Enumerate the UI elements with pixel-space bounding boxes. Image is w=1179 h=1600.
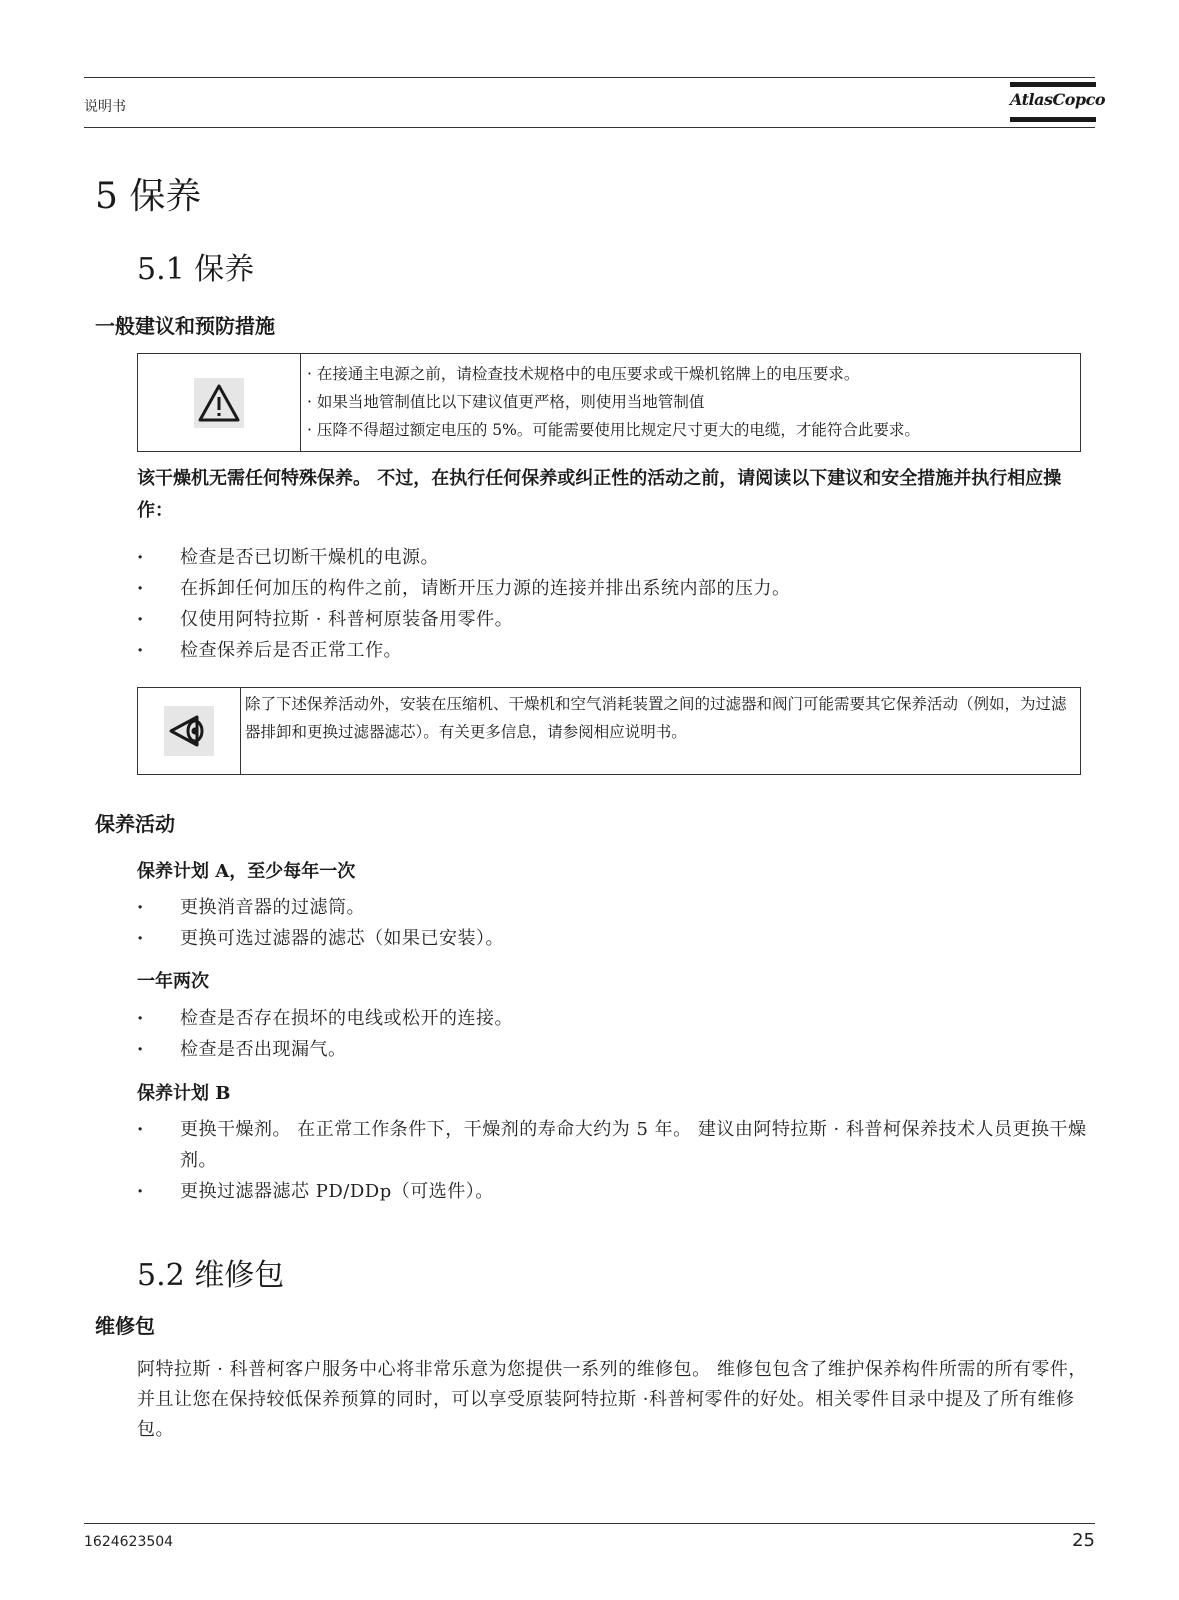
- subheading-maintenance-activities: 保养活动: [95, 812, 175, 836]
- list-item: · 更换过滤器滤芯 PD/DDp（可选件）。: [137, 1176, 1097, 1207]
- warning-item: · 压降不得超过额定电压的 5%。可能需要使用比规定尺寸更大的电缆，才能符合此要求。: [307, 421, 920, 439]
- subheading-service-kits: 维修包: [95, 1314, 155, 1338]
- list-item: · 更换干燥剂。 在正常工作条件下，干燥剂的寿命大约为 5 年。 建议由阿特拉斯 · 科普柯保养技术人员更换干燥剂。: [137, 1114, 1097, 1176]
- footer-doc-number: 1624623504: [84, 1534, 174, 1550]
- header-rule-bottom: [84, 127, 1095, 128]
- warning-icon: [194, 378, 244, 428]
- footer-page-number: 25: [1072, 1530, 1095, 1551]
- header-doc-type: 说明书: [84, 99, 126, 115]
- list-item: · 检查是否出现漏气。: [137, 1034, 1097, 1065]
- section-title-5-2: 5.2 维修包: [137, 1258, 285, 1293]
- subheading-general-advice: 一般建议和预防措施: [95, 314, 275, 338]
- list-item: · 检查是否已切断干燥机的电源。: [137, 542, 1097, 573]
- list-item: · 仅使用阿特拉斯 · 科普柯原装备用零件。: [137, 604, 1097, 635]
- safety-bullet-list: [137, 542, 1097, 666]
- list-item: · 在拆卸任何加压的构件之前，请断开压力源的连接并排出系统内部的压力。: [137, 573, 1097, 604]
- info-text: 除了下述保养活动外，安装在压缩机、干燥机和空气消耗装置之间的过滤器和阀门可能需要其它保养活动（例如，为过滤器排卸和更换过滤器滤芯）。有关更多信息，请参阅相应说明书。: [244, 695, 1067, 741]
- logo-bar-bottom: [1010, 117, 1096, 122]
- footer-rule: [84, 1523, 1095, 1524]
- warning-table: [137, 353, 1081, 452]
- logo-text: AtlasCopco: [1010, 90, 1105, 109]
- info-table: [137, 687, 1081, 775]
- eye-icon: [164, 706, 214, 756]
- service-kits-paragraph: 阿特拉斯 · 科普柯客户服务中心将非常乐意为您提供一系列的维修包。 维修包包含了维护保养构件所需的所有零件，并且让您在保持较低保养预算的同时，可以享受原装阿特拉斯 ·科普柯零件的好处。相关零件目录中提及了所有维修包。: [137, 1359, 1087, 1440]
- list-item: · 检查是否存在损坏的电线或松开的连接。: [137, 1003, 1097, 1034]
- list-item: · 检查保养后是否正常工作。: [137, 635, 1097, 666]
- warning-icon-cell: [138, 354, 301, 451]
- twice-yearly-list: [137, 1003, 1097, 1065]
- warning-text: [301, 354, 926, 451]
- list-item: · 更换可选过滤器的滤芯（如果已安装）。: [137, 923, 1097, 954]
- info-icon-cell: [138, 688, 241, 774]
- warning-item: · 如果当地管制值比以下建议值更严格，则使用当地管制值: [307, 393, 705, 411]
- plan-b-title: 保养计划 B: [137, 1083, 231, 1104]
- twice-yearly-title: 一年两次: [137, 971, 209, 992]
- section-title-5-1: 5.1 保养: [137, 252, 255, 287]
- logo-bar-top: [1010, 82, 1096, 87]
- list-item: · 更换消音器的过滤筒。: [137, 892, 1097, 923]
- plan-a-title: 保养计划 A，至少每年一次: [137, 861, 356, 882]
- intro-paragraph: 该干燥机无需任何特殊保养。 不过，在执行任何保养或纠正性的活动之前，请阅读以下建议和安全措施并执行相应操作：: [137, 468, 1062, 521]
- plan-b-list: [137, 1114, 1097, 1207]
- chapter-title: 5 保养: [95, 176, 202, 217]
- header-rule-top: [84, 77, 1095, 78]
- atlas-copco-logo: [1010, 80, 1105, 125]
- warning-item: · 在接通主电源之前，请检查技术规格中的电压要求或干燥机铭牌上的电压要求。: [307, 365, 860, 383]
- plan-a-list: [137, 892, 1097, 954]
